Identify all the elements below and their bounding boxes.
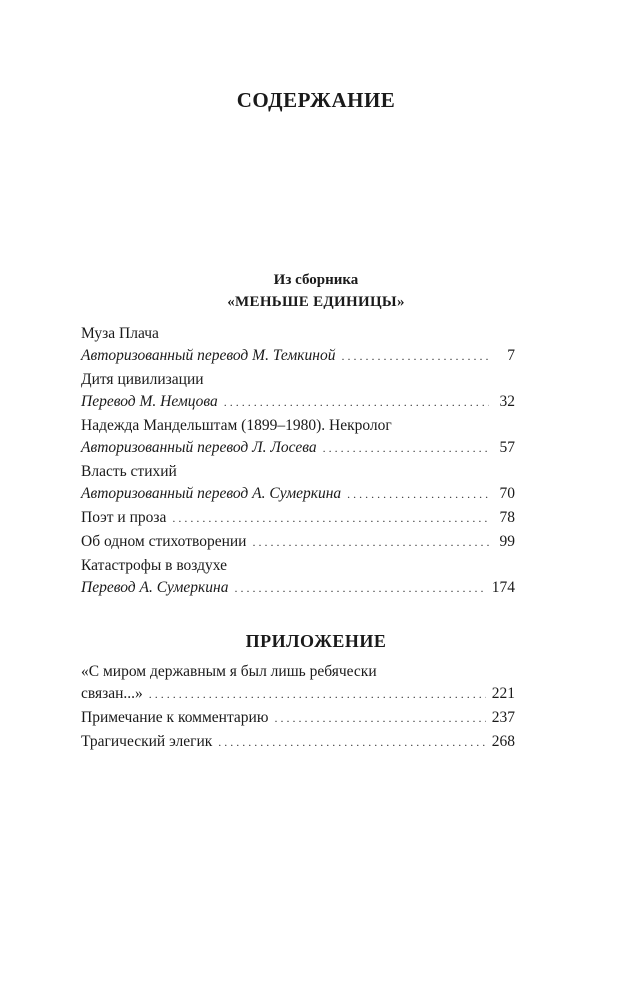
dot-leader	[172, 507, 489, 529]
toc-entry[interactable]	[81, 731, 515, 753]
page-number: 99	[499, 533, 515, 550]
toc-entry[interactable]	[81, 555, 515, 599]
section-heading-appendix: ПРИЛОЖЕНИЕ	[245, 631, 387, 651]
entry-title: Примечание к комментарию	[81, 709, 269, 726]
toc-entry[interactable]	[81, 415, 515, 459]
entry-subtitle: Авторизованный перевод А. Сумеркина	[81, 485, 342, 502]
entry-title: Об одном стихотворении	[81, 533, 247, 550]
dot-leader	[252, 531, 489, 553]
entry-title: Дитя цивилизации	[81, 371, 204, 388]
entry-title: Власть стихий	[81, 463, 177, 480]
dot-leader	[323, 437, 489, 459]
entry-subtitle: Авторизованный перевод М. Темкиной	[81, 347, 336, 364]
entry-subtitle: Перевод М. Немцова	[81, 393, 218, 410]
toc-entry[interactable]	[81, 369, 515, 413]
page-number: 32	[499, 393, 515, 410]
toc-entry[interactable]	[81, 323, 515, 367]
dot-leader	[235, 577, 486, 599]
entry-subtitle: Авторизованный перевод Л. Лосева	[81, 439, 317, 456]
dot-leader	[218, 731, 485, 753]
entry-title: Трагический элегик	[81, 733, 213, 750]
entry-title: «С миром державным я был лишь ребячески	[81, 663, 377, 680]
page-title: СОДЕРЖАНИЕ	[236, 88, 396, 112]
toc-section-appendix	[81, 661, 515, 755]
page-number: 57	[499, 439, 515, 456]
entry-title-continuation: связан...»	[81, 685, 143, 702]
toc-entry[interactable]	[81, 531, 515, 553]
toc-entry[interactable]	[81, 461, 515, 505]
entry-title: Муза Плача	[81, 325, 159, 342]
toc-entry[interactable]	[81, 507, 515, 529]
toc-entry[interactable]	[81, 707, 515, 729]
section-heading-collection-name: «МЕНЬШЕ ЕДИНИЦЫ»	[227, 294, 405, 310]
toc-entry[interactable]	[81, 661, 515, 705]
page-number: 7	[507, 347, 515, 364]
page-number: 174	[491, 579, 515, 596]
dot-leader	[149, 683, 486, 705]
entry-title: Катастрофы в воздухе	[81, 557, 228, 574]
page-number: 237	[491, 709, 515, 726]
entry-title: Надежда Мандельштам (1899–1980). Некролог	[81, 417, 392, 434]
page-number: 268	[491, 733, 515, 750]
dot-leader	[224, 391, 489, 413]
toc-section-less-than-one	[81, 323, 515, 601]
page-number: 70	[499, 485, 515, 502]
page-number: 221	[491, 685, 515, 702]
section-heading-collection: Из сборника	[273, 272, 359, 288]
dot-leader	[274, 707, 485, 729]
entry-subtitle: Перевод А. Сумеркина	[81, 579, 229, 596]
entry-title: Поэт и проза	[81, 509, 167, 526]
dot-leader	[341, 345, 489, 367]
page-number: 78	[499, 509, 515, 526]
dot-leader	[347, 483, 489, 505]
